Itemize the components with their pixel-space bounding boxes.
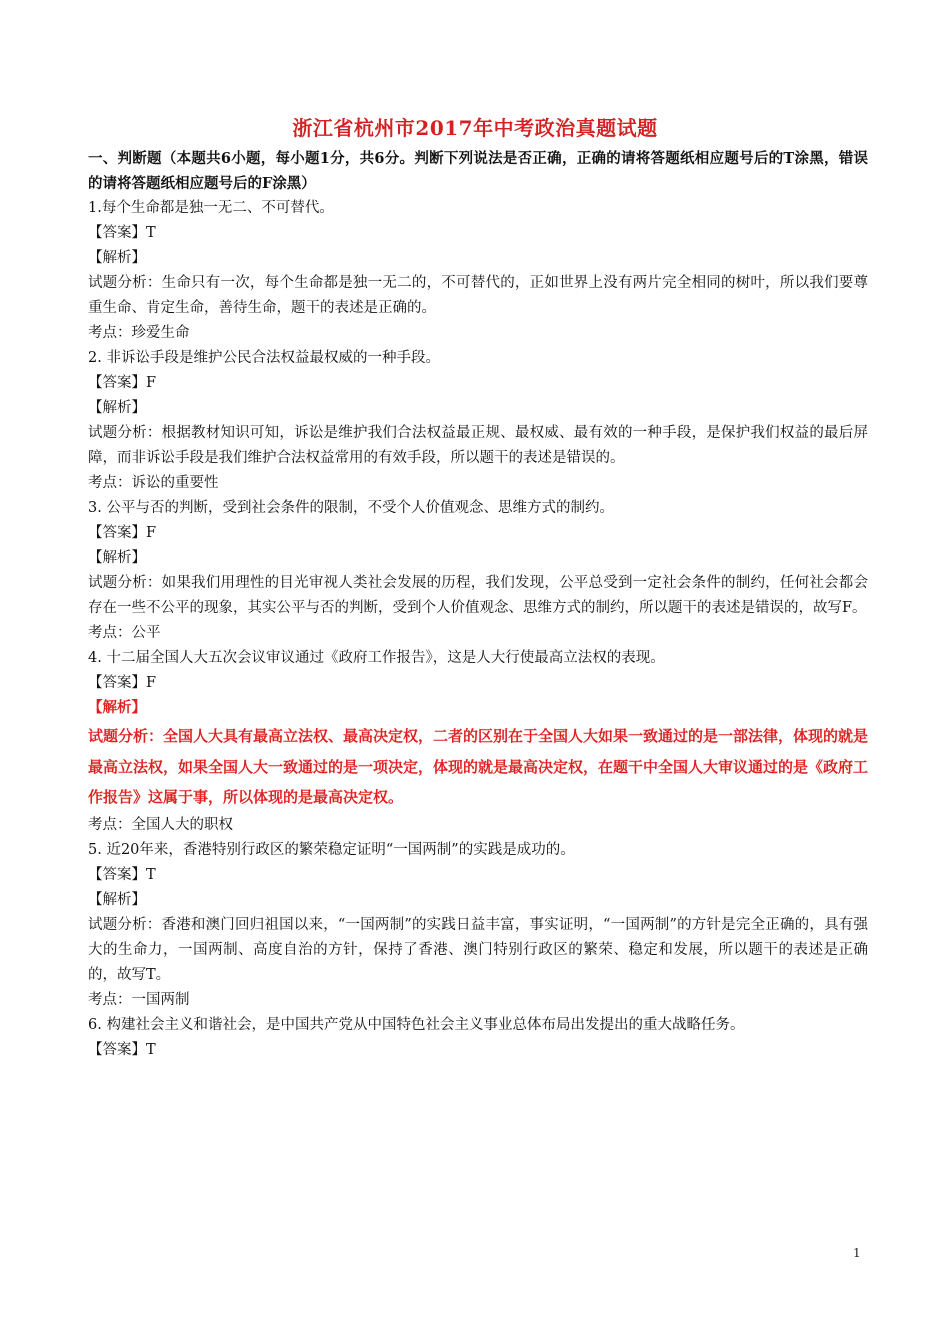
answer-6: 【答案】T xyxy=(88,1041,156,1058)
point-3: 考点：公平 xyxy=(88,625,161,641)
question-1: 1.每个生命都是独一无二、不可替代。 xyxy=(88,200,334,216)
analysis-4: 试题分析：全国人大具有最高立法权、最高决定权，二者的区别在于全国人大如果一致通过的是一部法律，体现的就是最高立法权，如果全国人大一致通过的是一项决定，体现的就是最高决定权，在题干中全国人大审议通过的是《政府工作报告》这属于事，所以体现的是最高决定权。 xyxy=(88,727,869,806)
page-title: 浙江省杭州市2017年中考政治真题试题 xyxy=(292,116,658,140)
document-body xyxy=(88,146,868,1063)
analysis-label-1: 【解析】 xyxy=(88,250,146,266)
analysis-label-2: 【解析】 xyxy=(88,400,146,416)
analysis-3: 试题分析：如果我们用理性的目光审视人类社会发展的历程，我们发现，公平总受到一定社会条件的制约，任何社会都会存在一些不公平的现象，其实公平与否的判断，受到个人价值观念、思维方式的制约，所以题干的表述是错误的，故写F。 xyxy=(88,575,868,616)
analysis-2: 试题分析：根据教材知识可知，诉讼是维护我们合法权益最正规、最权威、最有效的一种手段，是保护我们权益的最后屏障，而非诉讼手段是我们维护合法权益常用的有效手段，所以题干的表述是错误的。 xyxy=(88,425,868,466)
point-5: 考点：一国两制 xyxy=(88,991,190,1008)
point-4: 考点：全国人大的职权 xyxy=(88,816,233,833)
page-number: 1 xyxy=(853,1246,861,1260)
analysis-label-3: 【解析】 xyxy=(88,550,146,566)
analysis-label-4: 【解析】 xyxy=(88,700,146,716)
answer-3: 【答案】F xyxy=(88,525,157,541)
question-2: 2. 非诉讼手段是维护公民合法权益最权威的一种手段。 xyxy=(88,350,440,366)
analysis-1: 试题分析：生命只有一次，每个生命都是独一无二的，不可替代的，正如世界上没有两片完全相同的树叶，所以我们要尊重生命、肯定生命，善待生命，题干的表述是正确的。 xyxy=(88,275,868,316)
point-1: 考点：珍爱生命 xyxy=(88,325,190,341)
question-6: 6. 构建社会主义和谐社会，是中国共产党从中国特色社会主义事业总体布局出发提出的重大战略任务。 xyxy=(88,1016,745,1033)
point-2: 考点：诉讼的重要性 xyxy=(88,475,219,491)
question-4: 4. 十二届全国人大五次会议审议通过《政府工作报告》，这是人大行使最高立法权的表现。 xyxy=(88,650,665,666)
section-heading: 一、判断题（本题共6小题，每小题1分，共6分。判断下列说法是否正确，正确的请将答题纸相应题号后的T涂黑，错误的请将答题纸相应题号后的F涂黑） xyxy=(88,150,868,192)
answer-2: 【答案】F xyxy=(88,375,157,391)
question-5: 5. 近20年来，香港特别行政区的繁荣稳定证明“一国两制”的实践是成功的。 xyxy=(88,841,575,858)
answer-4: 【答案】F xyxy=(88,675,157,691)
answer-5: 【答案】T xyxy=(88,866,156,883)
analysis-5: 试题分析：香港和澳门回归祖国以来，“一国两制”的实践日益丰富，事实证明，“一国两制”的方针是完全正确的，具有强大的生命力，一国两制、高度自治的方针，保持了香港、澳门特别行政区的繁荣、稳定和发展，所以题干的表述是正确的，故写T。 xyxy=(88,916,868,983)
analysis-label-5: 【解析】 xyxy=(88,891,146,908)
answer-1: 【答案】T xyxy=(88,225,156,241)
question-3: 3. 公平与否的判断，受到社会条件的限制，不受个人价值观念、思维方式的制约。 xyxy=(88,500,614,516)
